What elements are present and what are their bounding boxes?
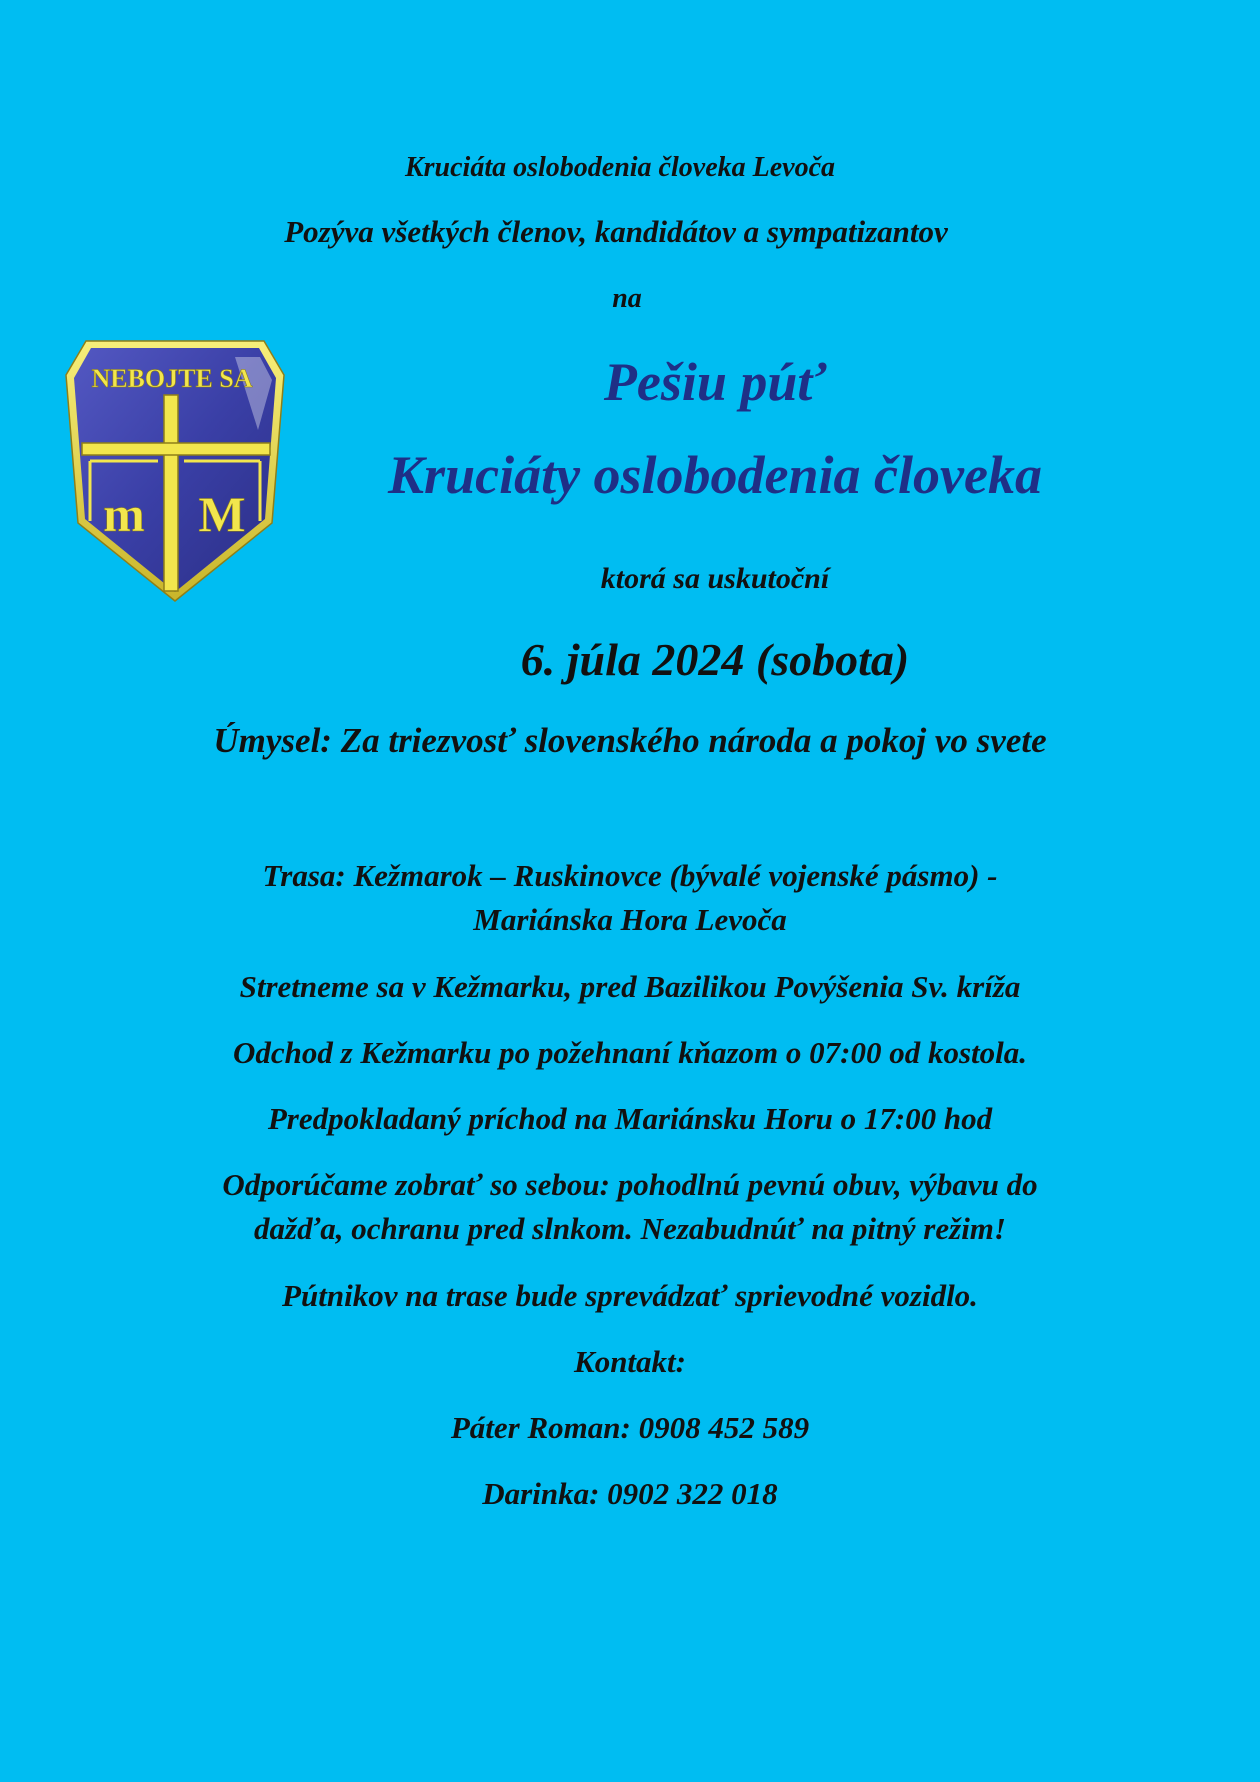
invitation-text: Pozýva všetkých členov, kandidátov a sympatizantov [284,214,948,249]
logo-motto: NEBOJTE SA [91,364,253,393]
takes-place-text: ktorá sa uskutoční [600,562,830,595]
recommendation-line-1: Odporúčame zobrať so sebou: pohodlnú pevnú obuv, výbavu do [222,1167,1038,1202]
event-date: 6. júla 2024 (sobota) [520,634,910,685]
contact-pater-roman: Páter Roman: 0908 452 589 [450,1410,810,1445]
logo-letter-m-small: m [103,486,145,542]
contact-darinka: Darinka: 0902 322 018 [482,1476,778,1511]
event-title-line-1: Pešiu púť [603,352,827,412]
recommendation-line-2: dažďa, ochranu pred slnkom. Nezabudnúť na pitný režim! [254,1211,1006,1246]
escort-vehicle-info: Pútnikov na trase bude sprevádzať sprievodné vozidlo. [282,1278,978,1313]
preposition-na: na [612,283,642,314]
contact-heading: Kontakt: [574,1344,686,1379]
arrival-info: Predpokladaný príchod na Mariánsku Horu o 17:00 hod [267,1101,993,1136]
organization-name: Kruciáta oslobodenia človeka Levoča [404,152,836,183]
intention-text: Úmysel: Za triezvosť slovenského národa a pokoj vo svete [213,721,1047,760]
departure-info: Odchod z Kežmarku po požehnaní kňazom o 07:00 od kostola. [232,1035,1028,1070]
route-line-1: Trasa: Kežmarok – Ruskinovce (bývalé vojenské pásmo) - [262,858,998,893]
event-title-line-2: Kruciáty oslobodenia človeka [388,445,1042,505]
logo-letter-m-large: M [198,486,246,542]
route-line-2: Mariánska Hora Levoča [473,902,787,937]
meeting-point: Stretneme sa v Kežmarku, pred Bazilikou Povýšenia Sv. kríža [239,969,1021,1004]
